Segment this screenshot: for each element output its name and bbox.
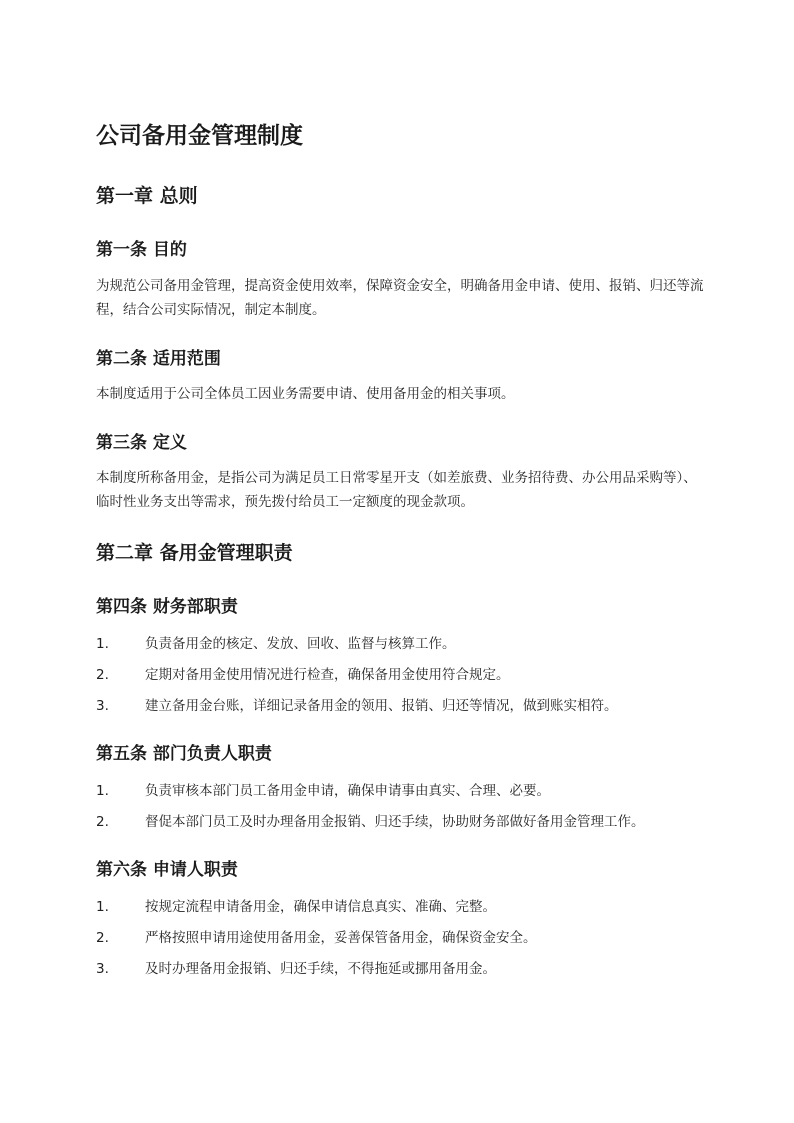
list-item — [96, 665, 706, 696]
article-6-list — [96, 897, 706, 990]
article-1-text: 为规范公司备用金管理，提高资金使用效率，保障资金安全，明确备用金申请、使用、报销、归还等流程，结合公司实际情况，制定本制度。 — [96, 278, 704, 318]
list-item-number: 2. — [96, 667, 109, 683]
article-1-heading: 第一条 目的 — [96, 240, 187, 260]
list-item-text: 负责备用金的核定、发放、回收、监督与核算工作。 — [145, 636, 456, 652]
list-item — [96, 812, 706, 843]
list-item — [96, 928, 706, 959]
chapter-1-heading: 第一章 总则 — [96, 185, 198, 207]
list-item — [96, 959, 706, 990]
list-item — [96, 781, 706, 812]
list-item-number: 3. — [96, 961, 109, 977]
document-title: 公司备用金管理制度 — [96, 123, 303, 149]
list-item-text: 及时办理备用金报销、归还手续，不得拖延或挪用备用金。 — [145, 961, 496, 977]
article-3-text: 本制度所称备用金，是指公司为满足员工日常零星开支（如差旅费、业务招待费、办公用品采购等）、临时性业务支出等需求，预先拨付给员工一定额度的现金款项。 — [96, 470, 697, 510]
list-item-number: 1. — [96, 783, 109, 799]
list-item — [96, 634, 706, 665]
article-5-heading: 第五条 部门负责人职责 — [96, 744, 272, 764]
list-item-number: 2. — [96, 930, 109, 946]
article-2-text: 本制度适用于公司全体员工因业务需要申请、使用备用金的相关事项。 — [96, 386, 515, 402]
list-item-text: 按规定流程申请备用金，确保申请信息真实、准确、完整。 — [145, 899, 496, 915]
list-item-number: 3. — [96, 698, 109, 714]
article-4-list — [96, 634, 706, 727]
article-2-heading: 第二条 适用范围 — [96, 349, 221, 369]
list-item — [96, 897, 706, 928]
list-item-text: 定期对备用金使用情况进行检查，确保备用金使用符合规定。 — [145, 667, 510, 683]
article-5-list — [96, 781, 706, 843]
list-item-text: 严格按照申请用途使用备用金，妥善保管备用金，确保资金安全。 — [145, 930, 537, 946]
list-item-number: 1. — [96, 636, 109, 652]
list-item-text: 负责审核本部门员工备用金申请，确保申请事由真实、合理、必要。 — [145, 783, 550, 799]
list-item — [96, 696, 706, 727]
chapter-2-heading: 第二章 备用金管理职责 — [96, 542, 293, 564]
list-item-text: 督促本部门员工及时办理备用金报销、归还手续，协助财务部做好备用金管理工作。 — [145, 814, 645, 830]
list-item-number: 2. — [96, 814, 109, 830]
article-6-heading: 第六条 申请人职责 — [96, 860, 238, 880]
article-3-heading: 第三条 定义 — [96, 433, 187, 453]
list-item-text: 建立备用金台账，详细记录备用金的领用、报销、归还等情况，做到账实相符。 — [145, 698, 618, 714]
article-4-heading: 第四条 财务部职责 — [96, 597, 238, 617]
list-item-number: 1. — [96, 899, 109, 915]
